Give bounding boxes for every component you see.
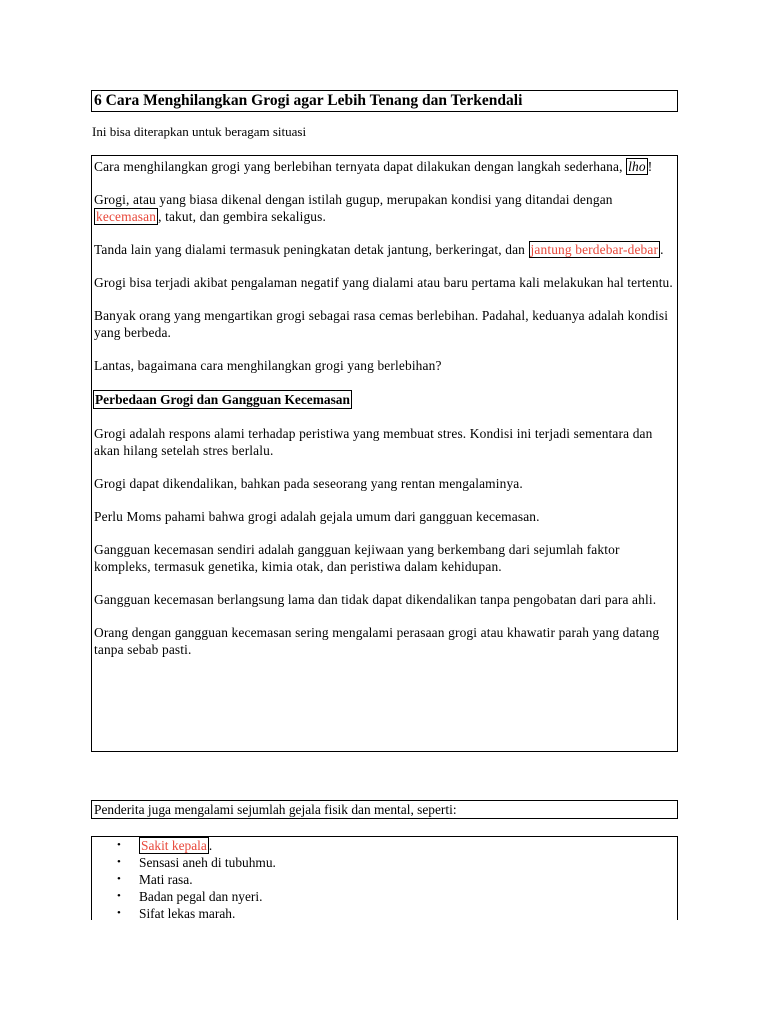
paragraph-1-text: Cara menghilangkan grogi yang berlebihan ternyata dapat dilakukan dengan langkah sederhana, [94,159,627,174]
paragraph-12: Orang dengan gangguan kecemasan sering mengalami perasaan grogi atau khawatir parah yang datang tanpa sebab pasti. [94,625,660,657]
paragraph-1-end: ! [647,159,653,174]
page-title: 6 Cara Menghilangkan Grogi agar Lebih Tenang dan Terkendali [94,92,523,109]
list-intro: Penderita juga mengalami sejumlah gejala fisik dan mental, seperti: [94,802,457,817]
paragraph-4: Grogi bisa terjadi akibat pengalaman negatif yang dialami atau baru pertama kali melakukan hal tertentu. [94,275,673,290]
paragraph-11: Gangguan kecemasan berlangsung lama dan tidak dapat dikendalikan tanpa pengobatan dari para ahli. [94,592,657,607]
list-item-text: Sensasi aneh di tubuhmu. [139,855,276,870]
page-subtitle: Ini bisa diterapkan untuk beragam situasi [92,124,307,139]
list-intro-box [91,800,678,819]
paragraph-6: Lantas, bagaimana cara menghilangkan grogi yang berlebihan? [94,358,442,373]
list-item [92,854,677,871]
paragraph-9: Perlu Moms pahami bahwa grogi adalah gejala umum dari gangguan kecemasan. [94,509,540,524]
paragraph-1 [94,158,677,175]
paragraph-2-end: , takut, dan gembira sekaligus. [158,209,326,224]
list-item [92,871,677,888]
link-jantung-berdebar[interactable]: jantung berdebar-debar [530,242,659,257]
title-box [91,90,678,112]
link-sakit-kepala[interactable]: Sakit kepala [141,838,207,853]
list-item-text: Badan pegal dan nyeri. [139,889,263,904]
bullet-icon: • [117,890,121,902]
paragraph-3 [94,241,677,258]
list-item [92,837,677,854]
paragraph-3-text: Tanda lain yang dialami termasuk peningkatan detak jantung, berkeringat, dan [94,242,529,257]
paragraph-3-end: . [660,242,664,257]
list-item-end: . [208,838,213,853]
section-heading: Perbedaan Grogi dan Gangguan Kecemasan [95,392,350,407]
bullet-icon: • [117,839,121,851]
paragraph-2 [94,191,677,225]
bullet-icon: • [117,907,121,919]
list-item-text: Sifat lekas marah. [139,906,236,920]
paragraph-7: Grogi adalah respons alami terhadap peristiwa yang membuat stres. Kondisi ini terjadi sementara dan akan hilang setelah stres berlalu. [94,426,653,458]
list-item-text: Mati rasa. [139,872,193,887]
list-item [92,888,677,905]
list-item [92,905,677,920]
paragraph-8: Grogi dapat dikendalikan, bahkan pada seseorang yang rentan mengalaminya. [94,476,523,491]
paragraph-10: Gangguan kecemasan sendiri adalah gangguan kejiwaan yang berkembang dari sejumlah faktor kompleks, termasuk genetika, kimia otak, dan peristiwa dalam kehidupan. [94,542,620,574]
emphasis-lho: lho [628,159,646,174]
bullet-icon: • [117,873,121,885]
paragraph-2-text: Grogi, atau yang biasa dikenal dengan istilah gugup, merupakan kondisi yang ditandai dengan [94,192,613,207]
link-kecemasan[interactable]: kecemasan [96,209,157,224]
symptom-list-box [91,836,678,920]
paragraph-5: Banyak orang yang mengartikan grogi sebagai rasa cemas berlebihan. Padahal, keduanya adalah kondisi yang berbeda. [94,308,669,340]
symptom-list [92,837,677,920]
article-body-box [91,155,678,752]
bullet-icon: • [117,856,121,868]
